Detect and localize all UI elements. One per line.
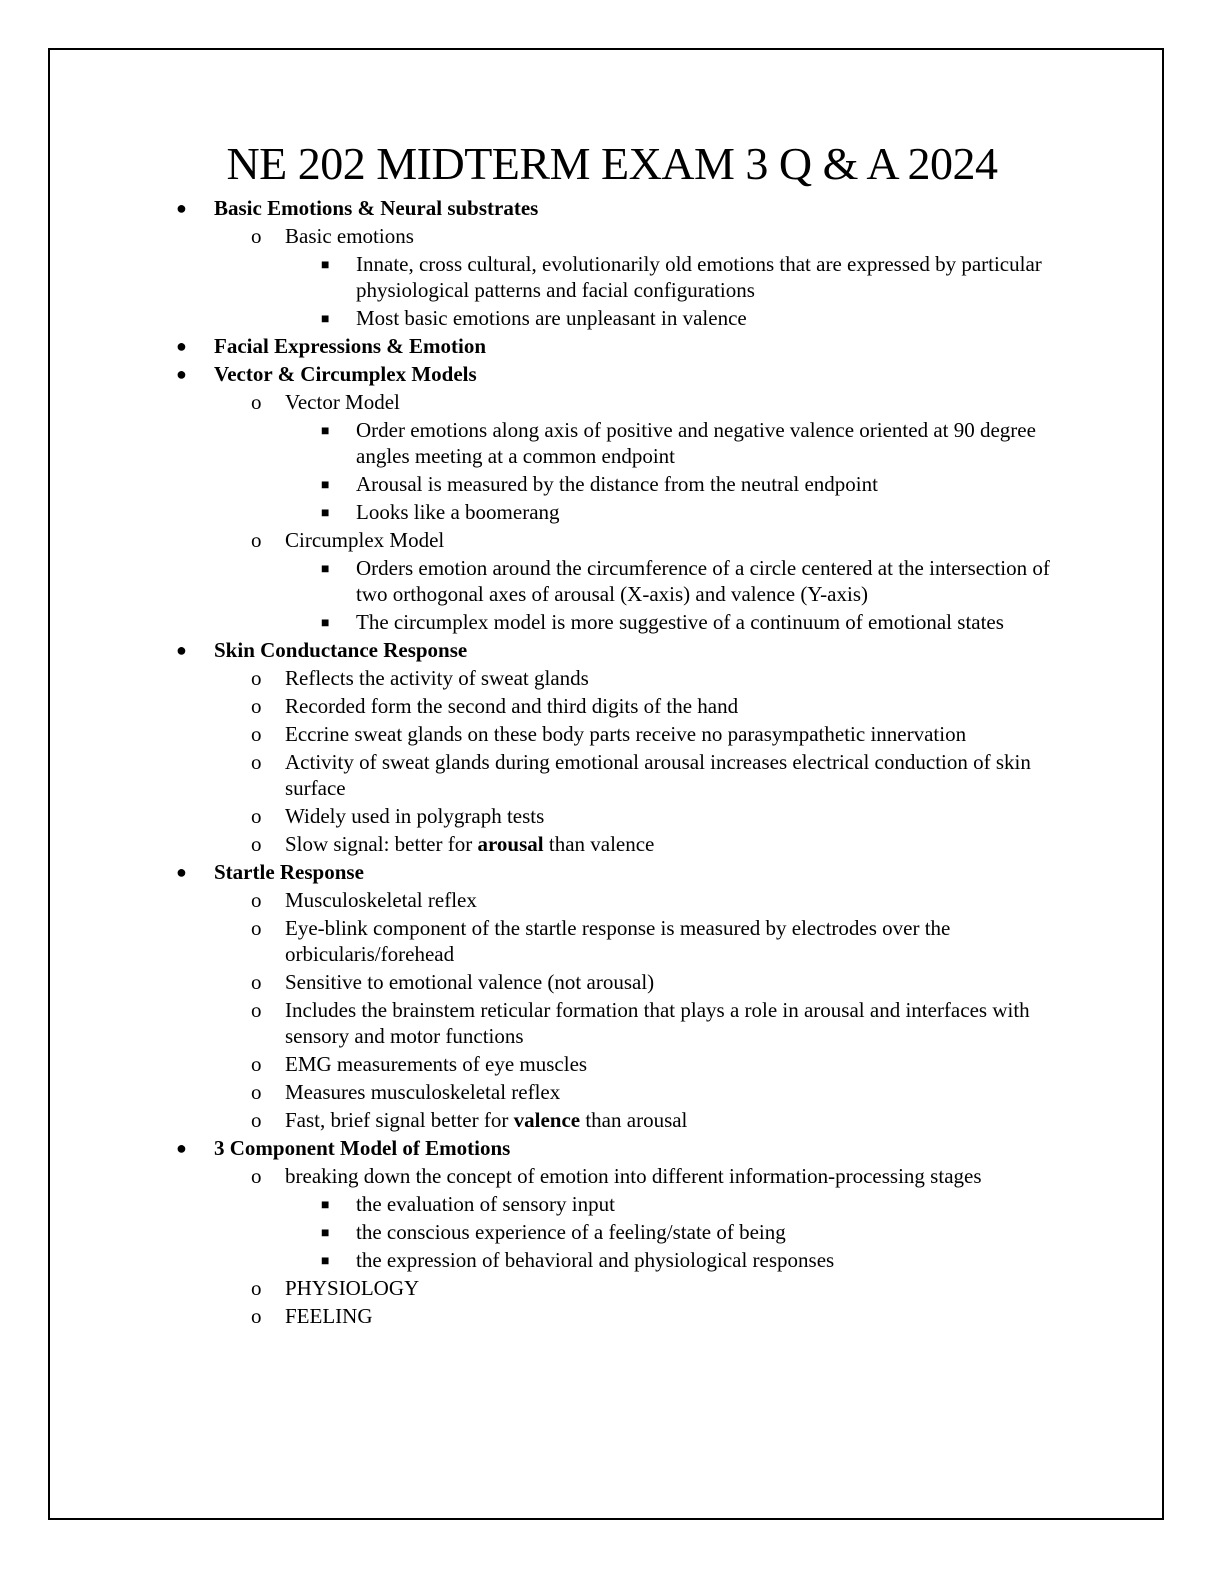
list-item: o breaking down the concept of emotion into different information-processing stages xyxy=(251,1164,982,1188)
list-item: ■ Looks like a boomerang xyxy=(0,499,1062,525)
outline-list xyxy=(0,195,1224,1329)
square-marker: ■ xyxy=(321,1254,330,1269)
square-marker: ■ xyxy=(321,258,330,273)
circle-marker: o xyxy=(251,528,262,552)
section-heading: ● Startle Response xyxy=(176,860,364,884)
list-item: ■ the evaluation of sensory input xyxy=(0,1191,1062,1217)
circle-marker: o xyxy=(251,1080,262,1104)
list-item: ■ the conscious experience of a feeling/state of being xyxy=(0,1219,1062,1245)
list-item: o Circumplex Model xyxy=(251,528,445,552)
list-item: o Fast, brief signal better for valence than arousal xyxy=(251,1108,688,1132)
list-item: o Sensitive to emotional valence (not arousal) xyxy=(251,970,655,994)
circle-marker: o xyxy=(251,888,262,912)
list-item: ■ Innate, cross cultural, evolutionarily old emotions that are expressed by particular physiological patterns and facial configurations xyxy=(321,252,1042,302)
section-heading: ● Basic Emotions & Neural substrates xyxy=(176,196,539,220)
list-item: ■ Orders emotion around the circumference of a circle centered at the intersection of two orthogonal axes of arousal (X-axis) and valence (Y-axis) xyxy=(321,556,1050,606)
bullet-marker: ● xyxy=(176,1138,187,1158)
circle-marker: o xyxy=(251,224,262,248)
list-item: o Eye-blink component of the startle response is measured by electrodes over the orbicularis/forehead xyxy=(251,916,951,966)
circle-marker: o xyxy=(251,694,262,718)
circle-marker: o xyxy=(251,1108,262,1132)
square-marker: ■ xyxy=(321,424,330,439)
document-body xyxy=(0,193,1224,1329)
bullet-marker: ● xyxy=(176,862,187,882)
circle-marker: o xyxy=(251,804,262,828)
section-heading: ● 3 Component Model of Emotions xyxy=(176,1136,511,1160)
square-marker: ■ xyxy=(321,1226,330,1241)
bullet-marker: ● xyxy=(176,364,187,384)
list-item: o Widely used in polygraph tests xyxy=(251,804,545,828)
circle-marker: o xyxy=(251,1052,262,1076)
circle-marker: o xyxy=(251,1276,262,1300)
list-item: o Measures musculoskeletal reflex xyxy=(251,1080,561,1104)
list-item: o Includes the brainstem reticular formation that plays a role in arousal and interfaces with sensory and motor functions xyxy=(251,998,1030,1048)
circle-marker: o xyxy=(251,1304,262,1328)
circle-marker: o xyxy=(251,666,262,690)
emphasis-text: valence xyxy=(513,1108,581,1132)
emphasis-text: arousal xyxy=(477,832,544,856)
circle-marker: o xyxy=(251,722,262,746)
list-item: ■ Most basic emotions are unpleasant in valence xyxy=(0,305,1062,331)
circle-marker: o xyxy=(251,832,262,856)
list-item: o Musculoskeletal reflex xyxy=(251,888,477,912)
list-item: ■ the expression of behavioral and physiological responses xyxy=(0,1247,1062,1273)
list-item: o FEELING xyxy=(251,1304,373,1328)
list-item: o Activity of sweat glands during emotional arousal increases electrical conduction of skin surface xyxy=(251,750,1031,800)
bullet-marker: ● xyxy=(176,336,187,356)
circle-marker: o xyxy=(251,1164,262,1188)
circle-marker: o xyxy=(251,970,262,994)
square-marker: ■ xyxy=(321,506,330,521)
section-heading: ● Vector & Circumplex Models xyxy=(176,362,477,386)
square-marker: ■ xyxy=(321,1198,330,1213)
list-item: o EMG measurements of eye muscles xyxy=(251,1052,588,1076)
list-item: o Recorded form the second and third digits of the hand xyxy=(251,694,739,718)
list-item: o Basic emotions xyxy=(251,224,414,248)
square-marker: ■ xyxy=(321,562,330,577)
list-item: ■ Arousal is measured by the distance from the neutral endpoint xyxy=(0,471,1062,497)
circle-marker: o xyxy=(251,390,262,414)
list-item: o Reflects the activity of sweat glands xyxy=(251,666,589,690)
bullet-marker: ● xyxy=(176,640,187,660)
section-heading: ● Skin Conductance Response xyxy=(176,638,468,662)
circle-marker: o xyxy=(251,750,262,774)
list-item: o PHYSIOLOGY xyxy=(251,1276,420,1300)
square-marker: ■ xyxy=(321,478,330,493)
square-marker: ■ xyxy=(321,312,330,327)
list-item: ■ Order emotions along axis of positive and negative valence oriented at 90 degree angles meeting at a common endpoint xyxy=(321,418,1036,468)
circle-marker: o xyxy=(251,998,262,1022)
section-heading: ● Facial Expressions & Emotion xyxy=(176,334,487,358)
bullet-marker: ● xyxy=(176,198,187,218)
list-item: o Eccrine sweat glands on these body parts receive no parasympathetic innervation xyxy=(251,722,967,746)
circle-marker: o xyxy=(251,916,262,940)
list-item: o Slow signal: better for arousal than valence xyxy=(251,832,655,856)
list-item: ■ The circumplex model is more suggestive of a continuum of emotional states xyxy=(0,609,1062,635)
page-title: NE 202 MIDTERM EXAM 3 Q & A 2024 xyxy=(226,138,998,189)
list-item: o Vector Model xyxy=(251,390,400,414)
square-marker: ■ xyxy=(321,616,330,631)
